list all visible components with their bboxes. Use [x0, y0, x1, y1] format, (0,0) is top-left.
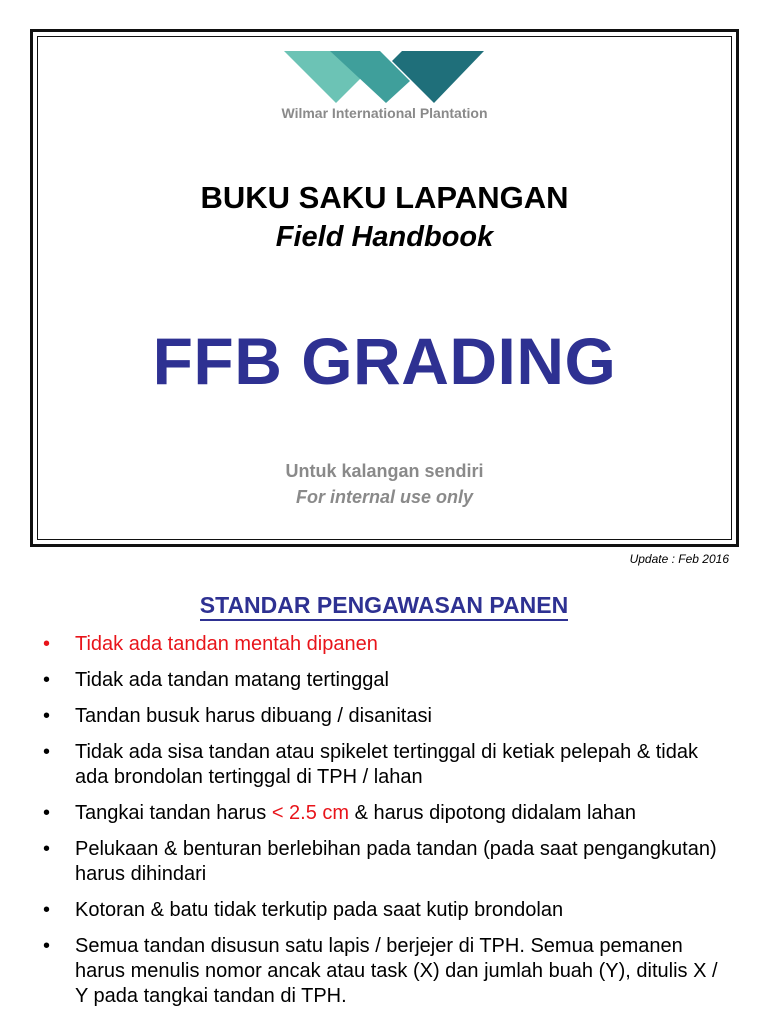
notice-indonesian: Untuk kalangan sendiri [285, 461, 484, 481]
bullet: • [43, 899, 51, 921]
wilmar-logo-icon [284, 51, 484, 103]
section-heading [0, 592, 768, 619]
section-heading-text: STANDAR PENGAWASAN PANEN [200, 592, 568, 621]
bullet: • [43, 705, 51, 727]
rules-list [43, 632, 733, 1020]
rule-text: Pelukaan & benturan berlebihan pada tandan (pada saat pengangkutan) harus dihindari [75, 838, 717, 885]
bullet: • [43, 669, 51, 691]
rule-item [43, 898, 733, 923]
handbook-subtitle: Field Handbook [275, 221, 494, 253]
rule-item [43, 632, 733, 657]
cover-panel [37, 36, 732, 540]
rule-text-before: Tangkai tandan harus [75, 802, 272, 824]
cover-frame [30, 29, 739, 547]
rule-item [43, 668, 733, 693]
notice-english: For internal use only [295, 487, 474, 507]
rule-highlight: < 2.5 cm [271, 802, 350, 824]
rule-text: Tidak ada tandan matang tertinggal [75, 669, 389, 691]
rule-text: Tidak ada sisa tandan atau spikelet tertinggal di ketiak pelepah & tidak ada brondolan tertinggal di TPH / lahan [75, 741, 698, 788]
bullet: • [43, 935, 51, 957]
rule-text: Tidak ada tandan mentah dipanen [75, 633, 378, 655]
rule-text: Semua tandan disusun satu lapis / berjejer di TPH. Semua pemanen harus menulis nomor ancak atau task (X) dan jumlah buah (Y), ditulis X / Y pada tangkai tandan di TPH. [75, 935, 718, 1007]
rule-item [43, 837, 733, 887]
rule-item [43, 934, 733, 1009]
logo-caption: Wilmar International Plantation [281, 105, 488, 121]
update-label: Update : Feb 2016 [629, 552, 729, 566]
rule-text: Tandan busuk harus dibuang / disanitasi [75, 705, 432, 727]
bullet: • [43, 802, 51, 824]
bullet: • [43, 838, 51, 860]
bullet: • [43, 633, 51, 655]
rule-text: Kotoran & batu tidak terkutip pada saat kutip brondolan [75, 899, 564, 921]
bullet: • [43, 741, 51, 763]
rule-text-after: & harus dipotong didalam lahan [349, 802, 636, 824]
main-title: FFB GRADING [152, 324, 617, 398]
rule-item [43, 801, 733, 826]
rule-item [43, 740, 733, 790]
rule-item [43, 704, 733, 729]
handbook-title: BUKU SAKU LAPANGAN [200, 180, 569, 215]
